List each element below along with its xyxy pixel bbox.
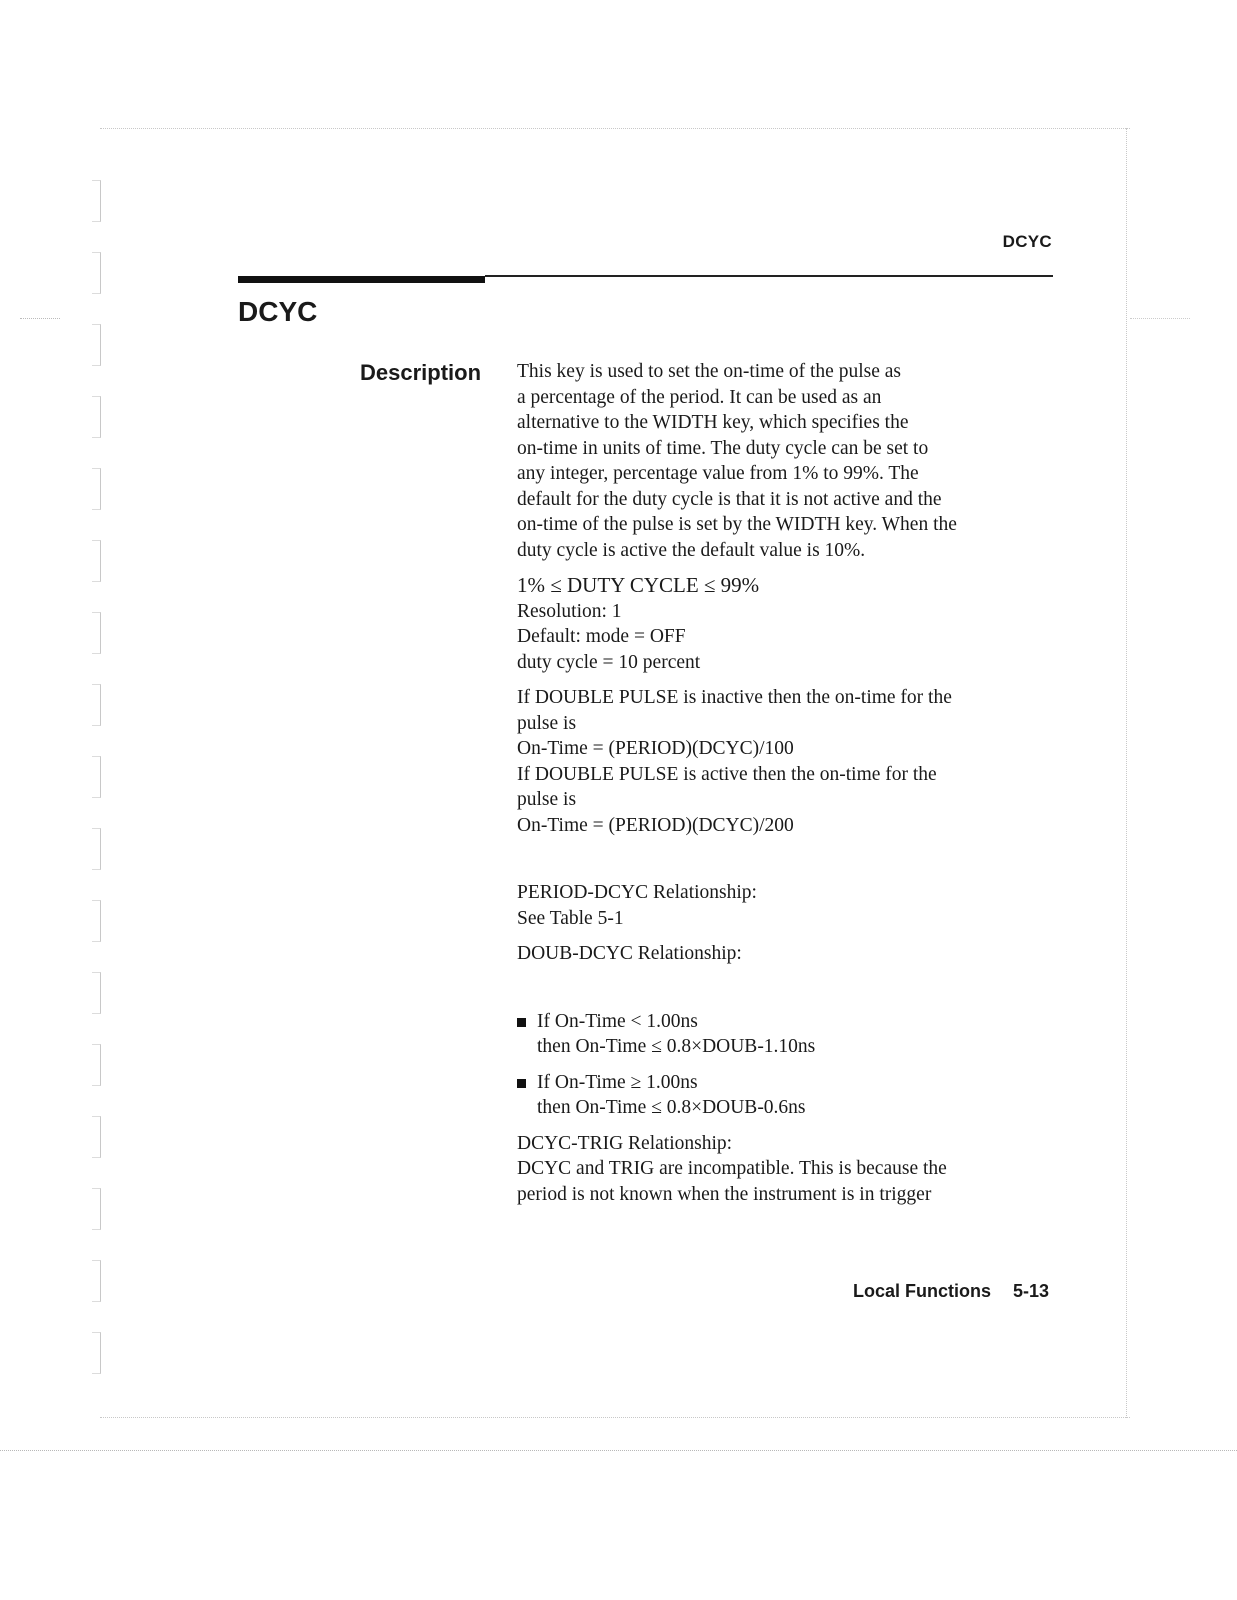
- scan-border-right: [1126, 128, 1127, 1418]
- scan-base-line: [0, 1450, 1237, 1451]
- description-line: This key is used to set the on-time of the pulse as: [517, 361, 901, 382]
- description-body: [517, 359, 1057, 1207]
- description-line: a percentage of the period. It can be used as an: [517, 386, 882, 408]
- description-paragraph: [517, 359, 1057, 563]
- ontime-block: [517, 685, 1057, 838]
- page-footer: [853, 1281, 1049, 1302]
- relationship-title: DOUB-DCYC Relationship:: [517, 943, 742, 964]
- scan-border-top: [100, 128, 1130, 129]
- description-line: any integer, percentage value from 1% to 99%. The: [517, 463, 919, 484]
- ontime-line: If DOUBLE PULSE is active then the on-time for the: [517, 763, 937, 785]
- description-line: duty cycle is active the default value is 10%.: [517, 539, 866, 561]
- binding-marks: [92, 180, 104, 1370]
- description-label: Description: [360, 360, 482, 385]
- list-item: [517, 1070, 1057, 1121]
- description-line: alternative to the WIDTH key, which specifies the: [517, 412, 909, 433]
- table-reference: See Table 5-1: [517, 907, 624, 929]
- bullet-icon: [517, 1018, 526, 1027]
- bullet-condition: If On-Time ≥ 1.00ns: [537, 1071, 698, 1093]
- default-mode-spec: Default: mode = OFF: [517, 626, 686, 647]
- trig-line: DCYC and TRIG are incompatible. This is because the: [517, 1158, 947, 1179]
- relationship-title: PERIOD-DCYC Relationship:: [517, 882, 757, 903]
- trig-line: period is not known when the instrument is in trigger: [517, 1183, 932, 1205]
- bullet-result: then On-Time ≤ 0.8×DOUB-0.6ns: [537, 1097, 806, 1118]
- period-relationship: [517, 880, 1057, 931]
- scan-side-mark-right: [1130, 318, 1190, 319]
- list-item: [517, 1009, 1057, 1060]
- description-line: on-time of the pulse is set by the WIDTH key. When the: [517, 514, 957, 535]
- bullet-result: then On-Time ≤ 0.8×DOUB-1.10ns: [537, 1036, 816, 1057]
- section-title: DCYC: [238, 296, 318, 327]
- ontime-line: If DOUBLE PULSE is inactive then the on-time for the: [517, 687, 952, 708]
- bullet-condition: If On-Time < 1.00ns: [537, 1010, 698, 1032]
- ontime-line: pulse is: [517, 712, 577, 734]
- section-rule-thick: [238, 276, 485, 283]
- ontime-formula: On-Time = (PERIOD)(DCYC)/100: [517, 738, 794, 759]
- relationship-title: DCYC-TRIG Relationship:: [517, 1132, 733, 1154]
- scan-side-mark-left: [20, 318, 60, 319]
- description-line: on-time in units of time. The duty cycle can be set to: [517, 437, 929, 459]
- description-line: default for the duty cycle is that it is not active and the: [517, 488, 942, 510]
- spec-block: [517, 573, 1057, 675]
- resolution-spec: Resolution: 1: [517, 600, 622, 622]
- running-header: DCYC: [1002, 232, 1052, 251]
- range-spec: 1% ≤ DUTY CYCLE ≤ 99%: [517, 573, 760, 597]
- section-rule-thin: [485, 275, 1053, 277]
- trig-relationship: [517, 1131, 1057, 1208]
- page-number: 5-13: [1012, 1281, 1049, 1301]
- ontime-formula: On-Time = (PERIOD)(DCYC)/200: [517, 814, 794, 836]
- bullet-icon: [517, 1079, 526, 1088]
- scan-border-bottom: [100, 1417, 1130, 1418]
- footer-section-name: Local Functions: [852, 1281, 991, 1301]
- default-duty-spec: duty cycle = 10 percent: [517, 651, 701, 673]
- ontime-line: pulse is: [517, 789, 577, 810]
